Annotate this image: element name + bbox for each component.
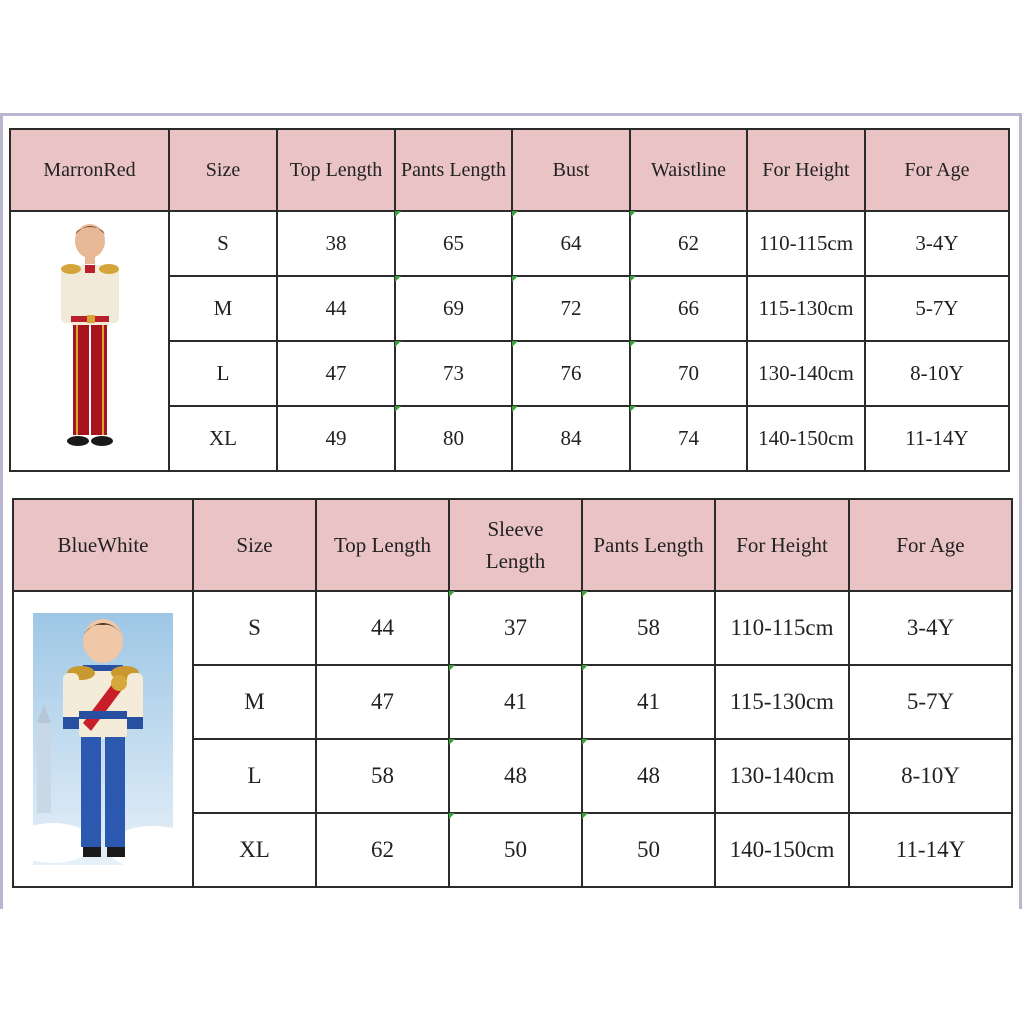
cell-size: S	[169, 211, 277, 276]
cell-for-age: 11-14Y	[865, 406, 1009, 471]
cell-for-age: 8-10Y	[865, 341, 1009, 406]
cell-for-age: 5-7Y	[849, 665, 1012, 739]
cell-size: XL	[169, 406, 277, 471]
cell-for-height: 130-140cm	[747, 341, 865, 406]
header-bust: Bust	[512, 129, 630, 211]
header-size: Size	[193, 499, 316, 591]
cell-for-age: 8-10Y	[849, 739, 1012, 813]
cell-pants-length: 69	[395, 276, 512, 341]
cell-top-length: 47	[277, 341, 395, 406]
cell-size: L	[193, 739, 316, 813]
cell-pants-length: 41	[582, 665, 715, 739]
cell-top-length: 49	[277, 406, 395, 471]
header-row	[13, 499, 1012, 591]
cell-bust: 64	[512, 211, 630, 276]
boy-costume-blue-image	[33, 613, 173, 865]
cell-top-length: 58	[316, 739, 449, 813]
table-row	[10, 211, 1009, 276]
cell-top-length: 38	[277, 211, 395, 276]
cell-top-length: 62	[316, 813, 449, 887]
cell-waistline: 70	[630, 341, 747, 406]
cell-pants-length: 80	[395, 406, 512, 471]
cell-pants-length: 48	[582, 739, 715, 813]
cell-sleeve-length: 48	[449, 739, 582, 813]
cell-pants-length: 58	[582, 591, 715, 665]
cell-for-height: 110-115cm	[715, 591, 849, 665]
color-header: MarronRed	[10, 129, 169, 211]
cell-for-height: 115-130cm	[715, 665, 849, 739]
cell-pants-length: 50	[582, 813, 715, 887]
boy-costume-red-image	[45, 221, 135, 461]
header-waistline: Waistline	[630, 129, 747, 211]
cell-sleeve-length: 37	[449, 591, 582, 665]
cell-bust: 76	[512, 341, 630, 406]
cell-for-age: 11-14Y	[849, 813, 1012, 887]
header-for-age: For Age	[865, 129, 1009, 211]
cell-size: L	[169, 341, 277, 406]
cell-bust: 84	[512, 406, 630, 471]
cell-size: S	[193, 591, 316, 665]
header-for-height: For Height	[747, 129, 865, 211]
cell-sleeve-length: 41	[449, 665, 582, 739]
product-photo-bluewhite	[13, 591, 193, 887]
cell-size: M	[193, 665, 316, 739]
table-row	[13, 591, 1012, 665]
cell-pants-length: 65	[395, 211, 512, 276]
cell-size: M	[169, 276, 277, 341]
cell-for-age: 3-4Y	[865, 211, 1009, 276]
header-sleeve-length: Sleeve Length	[449, 499, 582, 591]
cell-for-height: 140-150cm	[747, 406, 865, 471]
product-photo-marronred	[10, 211, 169, 471]
header-row	[10, 129, 1009, 211]
cell-top-length: 47	[316, 665, 449, 739]
header-size: Size	[169, 129, 277, 211]
cell-waistline: 74	[630, 406, 747, 471]
header-top-length: Top Length	[277, 129, 395, 211]
cell-waistline: 66	[630, 276, 747, 341]
header-for-height: For Height	[715, 499, 849, 591]
cell-sleeve-length: 50	[449, 813, 582, 887]
cell-for-age: 3-4Y	[849, 591, 1012, 665]
header-for-age: For Age	[849, 499, 1012, 591]
cell-for-age: 5-7Y	[865, 276, 1009, 341]
header-pants-length: Pants Length	[395, 129, 512, 211]
cell-top-length: 44	[277, 276, 395, 341]
header-pants-length: Pants Length	[582, 499, 715, 591]
color-header: BlueWhite	[13, 499, 193, 591]
size-chart-marronred	[9, 128, 1010, 472]
cell-for-height: 130-140cm	[715, 739, 849, 813]
header-top-length: Top Length	[316, 499, 449, 591]
size-chart-bluewhite	[12, 498, 1013, 888]
cell-for-height: 115-130cm	[747, 276, 865, 341]
cell-size: XL	[193, 813, 316, 887]
cell-for-height: 110-115cm	[747, 211, 865, 276]
cell-for-height: 140-150cm	[715, 813, 849, 887]
cell-top-length: 44	[316, 591, 449, 665]
cell-bust: 72	[512, 276, 630, 341]
cell-waistline: 62	[630, 211, 747, 276]
cell-pants-length: 73	[395, 341, 512, 406]
